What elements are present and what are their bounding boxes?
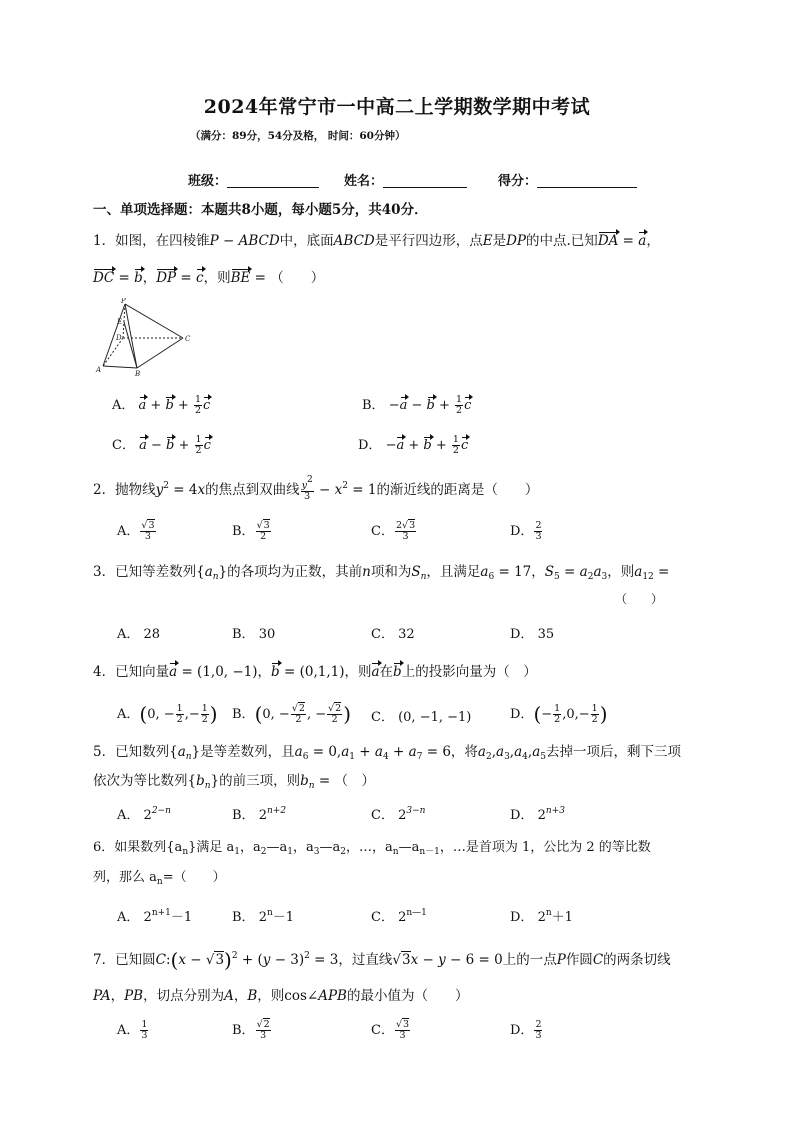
q7-option-a[interactable]: A． $\frac{1}{3}$ xyxy=(117,1019,148,1041)
q7-option-c[interactable]: C． $\frac{√3}{3}$ xyxy=(371,1019,410,1041)
exam-meta: （满分：89分，54分及格， 时间：60分钟） xyxy=(190,130,406,142)
edge-bc xyxy=(137,338,183,368)
q6-option-d[interactable]: D． $2^n+1$ xyxy=(510,908,573,925)
label-d: D xyxy=(116,334,122,342)
question-4: 4．已知向量a = (1,0, −1)，b = (0,1,1)，则a在b上的投影向量为（ ） xyxy=(93,664,537,680)
edge-pa xyxy=(103,304,125,366)
q3-answer-paren: （ ） xyxy=(615,592,664,606)
question-1-line-1: 1．如图，在四棱锥P − ABCD中，底面ABCD是平行四边形，点E是DP的中点.已知DA = a， xyxy=(93,233,660,249)
label-e: E xyxy=(117,318,123,326)
class-blank[interactable] xyxy=(227,173,319,188)
q4-option-c[interactable]: C． (0, −1, −1) xyxy=(371,710,472,725)
q4-option-d[interactable]: D．(− $\frac{1}{2}$ ,0,− $\frac{1}{2}$ ) xyxy=(510,702,608,726)
edge-ab xyxy=(103,366,137,368)
q6-option-b[interactable]: B． $2^n-1$ xyxy=(232,908,295,925)
page-title: 2024年常宁市一中高二上学期数学期中考试 xyxy=(203,96,591,118)
name-field xyxy=(344,170,467,189)
score-blank[interactable] xyxy=(537,173,637,188)
score-label: 得分： xyxy=(498,174,538,189)
question-1-line-2: DC = b，DP = c，则BE = （ ） xyxy=(93,270,325,286)
question-6-line-2: 列，那么 $a_n=$（ ） xyxy=(93,870,226,887)
q5-option-a[interactable]: A． $2^{2-n}$ xyxy=(117,806,171,823)
label-p: P xyxy=(121,298,126,305)
q4-option-b[interactable]: B．(0, − $\frac{√2}{2}$ , − $\frac{√2}{2}$ ) xyxy=(232,702,352,726)
edge-pc xyxy=(125,304,183,338)
q3-option-b[interactable]: B． 30 xyxy=(232,627,276,642)
score-field xyxy=(498,170,637,189)
question-2: 2．抛物线$y^2 = 4x$的焦点到双曲线 $\frac{y^2}{3}$ − $x^2 = 1$的渐近线的距离是（ ） xyxy=(93,474,539,502)
label-b: B xyxy=(135,370,141,378)
q2-option-c[interactable]: C． $\frac{2√3}{3}$ xyxy=(371,520,416,542)
pyramid-figure xyxy=(95,298,205,378)
question-5-line-1: 5．已知数列$\{a_n\}$是等差数列，且$a_6 = 0,a_1 + a_4 + a_7 = 6$，将$a_2,a_3,a_4,a_5$去掉一项后，剩下三项 xyxy=(93,744,681,762)
edge-pb xyxy=(125,304,137,368)
class-field xyxy=(188,170,319,189)
label-a: A xyxy=(96,366,102,374)
q3-option-d[interactable]: D． 35 xyxy=(510,627,555,642)
question-3: 3．已知等差数列$\{a_n\}$的各项均为正数，其前n项和为$S_n$，且满足$a_6 = 17$，$S_5 = a_2a_3$，则$a_{12}$ = xyxy=(93,564,670,582)
q1-option-d[interactable]: D． −a + b + $\frac{1}{2}$ c xyxy=(358,434,469,456)
q7-option-d[interactable]: D． $\frac{2}{3}$ xyxy=(510,1019,542,1041)
q6-option-c[interactable]: C． $2^{n—1}$ xyxy=(371,908,427,925)
question-5-line-2: 依次为等比数列$\{b_n\}$的前三项，则$b_n$ = （ ） xyxy=(93,773,375,791)
question-7-line-2: PA，PB，切点分别为A，B，则cos∠APB的最小值为（ ） xyxy=(93,988,469,1004)
name-label: 姓名： xyxy=(344,174,384,189)
q5-option-b[interactable]: B． $2^{n+2}$ xyxy=(232,806,287,823)
q3-option-c[interactable]: C． 32 xyxy=(371,627,415,642)
class-label: 班级： xyxy=(188,174,228,189)
q2-option-a[interactable]: A． $\frac{√3}{3}$ xyxy=(117,520,155,542)
q4-option-a[interactable]: A．(0, − $\frac{1}{2}$ ,− $\frac{1}{2}$ ) xyxy=(117,702,218,726)
q7-option-b[interactable]: B． $\frac{√2}{3}$ xyxy=(232,1019,270,1041)
question-6-line-1: 6．如果数列$\{a_n\}$满足 $a_1$，$a_2—a_1$，$a_3—a_2$，…，$a_n—a_{n-1}$，…是首项为 1，公比为 2 的等比数 xyxy=(93,840,651,857)
section-heading: 一、单项选择题：本题共8小题，每小题5分，共40分． xyxy=(93,202,428,218)
q5-option-c[interactable]: C． $2^{3-n}$ xyxy=(371,806,426,823)
q2-option-b[interactable]: B． $\frac{√3}{2}$ xyxy=(232,520,270,542)
q6-option-a[interactable]: A． $2^{n+1}-1$ xyxy=(117,908,193,925)
q1-option-c[interactable]: C． a − b + $\frac{1}{2}$ c xyxy=(112,434,211,456)
q5-option-d[interactable]: D． $2^{n+3}$ xyxy=(510,806,565,823)
edge-eb xyxy=(124,322,137,368)
q3-option-a[interactable]: A． 28 xyxy=(117,627,161,642)
label-c: C xyxy=(185,335,191,343)
question-7-line-1: 7．已知圆C:(x − $√3)^2 + (y - 3)^2 = 3$，过直线√3x − y − 6 = 0上的一点P作圆C的两条切线 xyxy=(93,948,671,972)
edge-da xyxy=(103,338,123,366)
q1-option-b[interactable]: B． −a − b + $\frac{1}{2}$ c xyxy=(362,394,472,416)
q1-option-a[interactable]: A． a + b + $\frac{1}{2}$ c xyxy=(112,394,211,416)
name-blank[interactable] xyxy=(383,173,467,188)
q2-option-d[interactable]: D． $\frac{2}{3}$ xyxy=(510,520,542,542)
